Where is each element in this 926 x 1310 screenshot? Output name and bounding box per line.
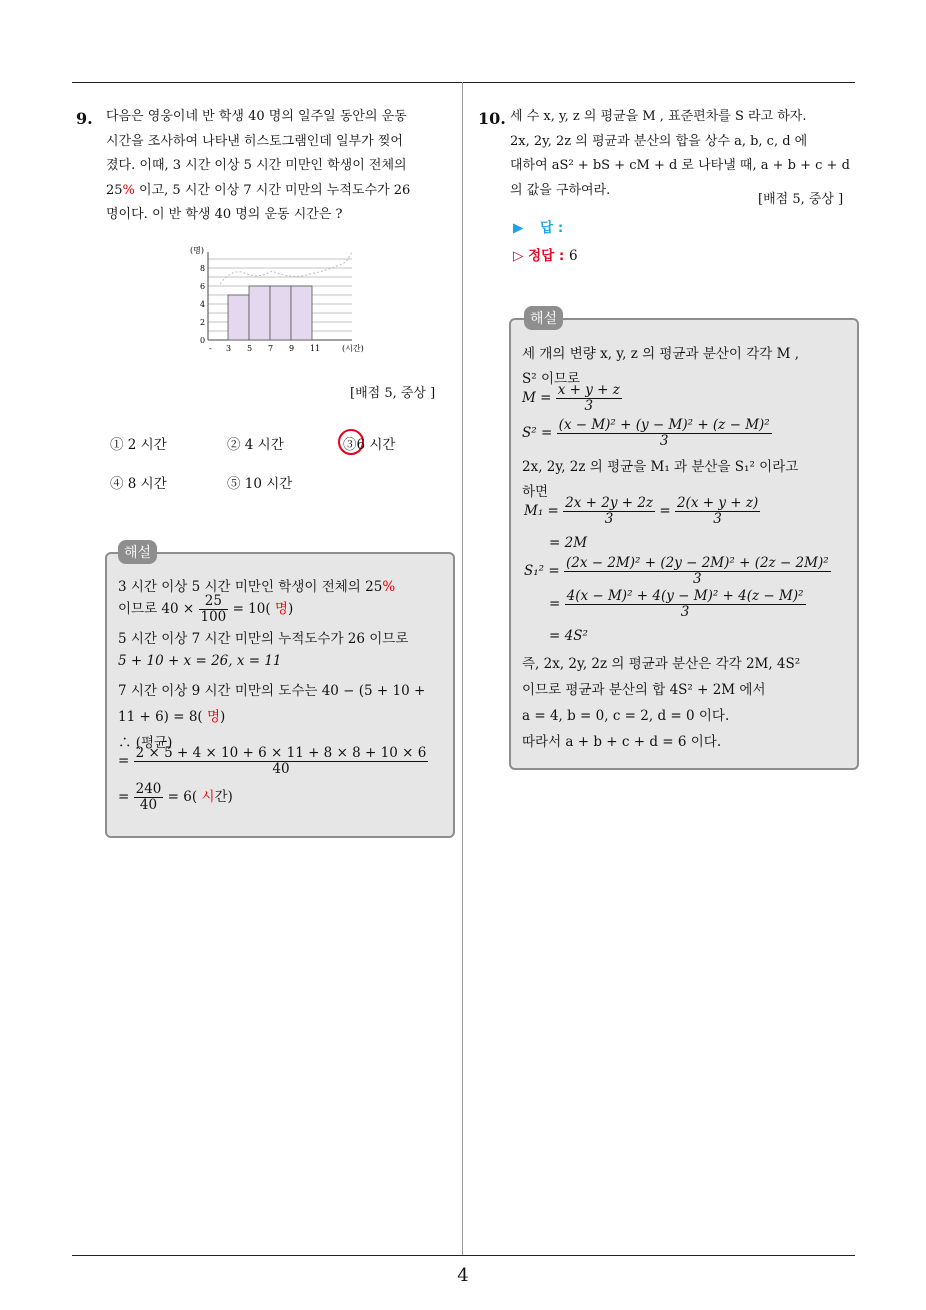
q9-sol-line-2: 이므로 40 × $\frac{25}{100}$ = 10( 명) <box>118 593 294 625</box>
y-unit-label: (명) <box>190 246 204 255</box>
x-unit-label: (시간) <box>342 344 364 353</box>
answer-label: 답 : <box>540 220 564 236</box>
q10-line: 대하여 aS² + bS + cM + d 로 나타낼 때, a + b + c + d <box>510 158 850 173</box>
fraction: $\frac{2(x + y + z)}{3}$ <box>676 495 759 527</box>
q9-solution-tag: 해설 <box>118 540 157 564</box>
x-tick-label: 11 <box>310 344 321 353</box>
q10-sol-line-6: 하면 <box>522 484 549 500</box>
correct-answer-value: 6 <box>568 248 578 264</box>
fraction: $\frac{\text{(2x − 2M)² + (2y − 2M)² + (2z − 2M)²}}{3}$ <box>565 555 829 587</box>
q9-sol-line-4: 5 + 10 + x = 26, x = 11 <box>118 653 282 669</box>
hollow-arrow-icon: ▷ <box>513 248 524 264</box>
choice-2[interactable]: ② 4 시간 <box>227 437 284 453</box>
fraction: $\frac{\text{(x − M)² + (y − M)² + (z − M)²}}{3}$ <box>558 417 770 449</box>
q9-sol-line-9: = $\frac{240}{40}$ = 6( 시간) <box>118 781 233 813</box>
histogram-bar <box>270 286 291 340</box>
q10-sol-line-4: S² = $\frac{\text{(x − M)² + (y − M)² + (z − M)²}}{3}$ <box>522 417 770 449</box>
q9-line: 다음은 영웅이네 반 학생 40 명의 일주일 동안의 운동 <box>106 109 407 124</box>
correct-answer-row <box>513 244 578 264</box>
y-tick-label: 8 <box>200 264 206 273</box>
q10-solution-tag: 해설 <box>524 306 563 330</box>
choice-4[interactable]: ④ 8 시간 <box>110 476 167 492</box>
q10-sol-line-14: a = 4, b = 0, c = 2, d = 0 이다. <box>522 708 730 724</box>
q9-sol-line-1: 3 시간 이상 5 시간 미만인 학생이 전체의 25% <box>118 579 396 595</box>
column-divider <box>462 82 463 1255</box>
histogram-bar <box>249 286 270 340</box>
q9-line: 25% 이고, 5 시간 이상 7 시간 미만의 누적도수가 26 <box>106 182 411 198</box>
question-9-text <box>106 105 456 228</box>
page-number: 4 <box>457 1265 469 1286</box>
fraction: $\frac{25}{100}$ <box>200 593 227 625</box>
play-arrow-icon: ▶ <box>513 220 524 236</box>
fraction: $\frac{x + y + z}{3}$ <box>557 382 620 414</box>
q10-sol-line-12: 즉, 2x, 2y, 2z 의 평균과 분산은 각각 2M, 4S² <box>522 656 801 672</box>
choice-1[interactable]: ① 2 시간 <box>110 437 167 453</box>
q10-sol-line-5: 2x, 2y, 2z 의 평균을 M₁ 과 분산을 S₁² 이라고 <box>522 459 799 475</box>
q10-sol-line-13: 이므로 평균과 분산의 합 4S² + 2M 에서 <box>522 682 766 698</box>
fraction: $\frac{240}{40}$ <box>135 781 162 813</box>
choice-3[interactable]: ③6 시간 <box>343 437 396 453</box>
correct-answer-label: 정답 : <box>528 248 565 264</box>
answer-row <box>513 216 563 236</box>
question-10-number: 10. <box>478 109 506 128</box>
q10-sol-line-8: = 2M <box>549 535 588 551</box>
top-rule <box>72 82 855 83</box>
q9-sol-line-5: 7 시간 이상 9 시간 미만의 도수는 40 − (5 + 10 + <box>118 683 426 699</box>
q10-sol-line-1: 세 개의 변량 x, y, z 의 평균과 분산이 각각 M , <box>522 346 800 362</box>
q10-sol-line-3: M = $\frac{x + y + z}{3}$ <box>522 382 620 414</box>
q10-sol-line-11: = 4S² <box>549 628 588 644</box>
y-tick-label: 0 <box>200 336 206 345</box>
bottom-rule <box>72 1255 855 1256</box>
histogram-bar <box>291 286 312 340</box>
histogram <box>180 240 380 358</box>
q10-sol-line-7: M₁ = $\frac{2x + 2y + 2z}{3}$ = $\frac{2(x + y + z)}{3}$ <box>524 495 759 527</box>
x-tick-label: 3 <box>226 344 232 353</box>
x-tick-label: 9 <box>289 344 295 353</box>
q9-line: 명이다. 이 반 학생 40 명의 운동 시간은 ? <box>106 207 343 222</box>
q10-sol-line-9: S₁² = $\frac{\text{(2x − 2M)² + (2y − 2M)² + (2z − 2M)²}}{3}$ <box>524 555 829 587</box>
q9-sol-line-6: 11 + 6) = 8( 명) <box>118 709 226 725</box>
y-tick-label: 4 <box>200 300 206 309</box>
y-tick-label: 6 <box>200 282 206 291</box>
y-tick-label: 2 <box>200 318 206 327</box>
q10-sol-line-15: 따라서 a + b + c + d = 6 이다. <box>522 734 722 750</box>
x-tick-label: 7 <box>268 344 274 353</box>
q10-sol-line-2: S² 이므로 <box>522 371 581 387</box>
q10-line: 세 수 x, y, z 의 평균을 M , 표준편차를 S 라고 하자. <box>510 109 807 124</box>
q10-line: 의 값을 구하여라. <box>510 182 611 198</box>
q9-sol-line-3: 5 시간 이상 7 시간 미만의 누적도수가 26 이므로 <box>118 631 409 647</box>
q9-line: 졌다. 이때, 3 시간 이상 5 시간 미만인 학생이 전체의 <box>106 158 407 173</box>
fraction: $\frac{2x + 2y + 2z}{3}$ <box>565 495 654 527</box>
question-9-number: 9. <box>76 109 93 128</box>
choice-5[interactable]: ⑤ 10 시간 <box>227 476 293 492</box>
question-9-score: [배점 5, 중상 ] <box>350 386 436 401</box>
q9-sol-line-8: = $\frac{2 \times 5 + 4 \times 10 + 6 \times 11 + 8 \times 8 + 10 \times 6}{40}$ <box>118 745 427 777</box>
q9-sol-line-7: ∴ (평균) <box>118 735 173 751</box>
fraction: $\frac{2 \times 5 + 4 \times 10 + 6 \times 11 + 8 \times 8 + 10 \times 6}{40}$ <box>135 745 427 777</box>
q10-sol-line-10: = $\frac{\text{4(x − M)² + 4(y − M)² + 4(z − M)²}}{3}$ <box>549 588 804 620</box>
q10-line: 2x, 2y, 2z 의 평균과 분산의 합을 상수 a, b, c, d 에 <box>510 133 808 149</box>
fraction: $\frac{\text{4(x − M)² + 4(y − M)² + 4(z − M)²}}{3}$ <box>566 588 804 620</box>
x-tick-label: - <box>209 344 212 353</box>
x-tick-label: 5 <box>247 344 253 353</box>
histogram-bar <box>228 295 249 340</box>
question-10-score: [배점 5, 중상 ] <box>758 192 844 207</box>
q9-line: 시간을 조사하여 나타낸 히스토그램인데 일부가 찢어 <box>106 133 403 149</box>
